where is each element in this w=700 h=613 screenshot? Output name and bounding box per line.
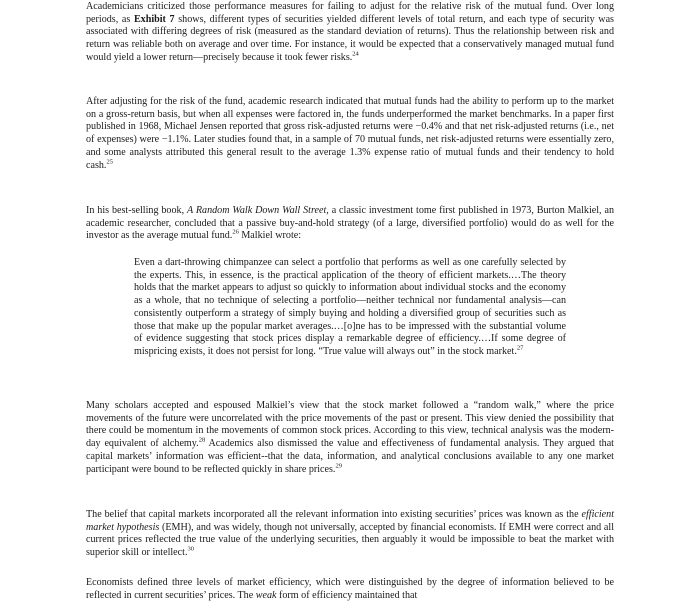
paragraph-text: The belief that capital markets incorporated all the relevant information into existing securities’ prices was known as the	[86, 509, 582, 520]
paragraph-text: shows, different types of securities yielded different levels of total return, and each type of security was associated with differing degrees of risk (measured as the standard deviation of returns). Thus the relationship between risk and return was reliable both on average and over time. For instance, it would be expected that a conservatively managed mutual fund would yield a lower return—precisely because it took fewer risks.	[86, 13, 614, 63]
paragraph-random-walk	[86, 400, 614, 476]
quote-text: Even a dart-throwing chimpanzee can select a portfolio that performs as well as one carefully selected by the experts. This, in essence, is the practical application of the theory of efficient markets.…The theory holds that the market appears to adjust so quickly to information about individual stocks and the economy as a whole, that no technique of selecting a portfolio—neither technical nor fundamental analysis—can consistently outperform a strategy of simply buying and holding a diversified group of securities such as those that make up the popular market averages.…[o]ne has to be impressed with the substantial volume of evidence suggesting that stock prices display a remarkable degree of efficiency.…If some degree of mispricing exists, it does not persist for long. “True value will always out” in the stock market.	[134, 257, 566, 357]
paragraph-text: (EMH), and was widely, though not universally, accepted by financial economists. If EMH were correct and all current prices reflected the true value of the underlying securities, then arguably it would be impossible to beat the market with superior skill or intellect.	[86, 521, 614, 559]
paragraph-text: Academicians criticized those performance measures for failing to adjust for the relative risk of the mutual fund. Over long periods, as	[86, 1, 614, 25]
footnote-marker: 24	[352, 50, 359, 58]
paragraph-risk-measures	[86, 1, 614, 65]
book-title: A Random Walk Down Wall Street	[186, 205, 327, 216]
exhibit-reference: Exhibit 7	[133, 13, 175, 25]
paragraph-text: , a classic investment tome first published in 1973, Burton Malkiel, an academic researcher, concluded that a passive buy-and-hold strategy (of a large, diversified portfolio) would do as well for the investor as the average mutual fund.	[86, 205, 614, 242]
term-emh: efficient market hypothesis	[86, 509, 614, 533]
footnote-marker: 29	[335, 462, 342, 470]
term-weak: weak	[255, 589, 277, 601]
paragraph-text: Academics also dismissed the value and effectiveness of fundamental analysis. They argued that capital markets’ information was efficient--that the data, information, and analytical conclusions available to any one market participant were bound to be reflected quickly in share prices.	[86, 438, 614, 475]
footnote-marker: 27	[516, 344, 524, 352]
footnote-marker: 28	[198, 436, 206, 444]
paragraph-text: Many scholars accepted and espoused Malkiel’s view that the stock market followed a “random walk,” where the price movements of the future were uncorrelated with the price movements of the past or present. This view denied the possibility that there could be momentum in the movements of common stock prices. According to this view, technical analysis was the modern-day equivalent of alchemy.	[86, 400, 614, 450]
footnote-marker: 25	[106, 158, 113, 166]
block-quote-malkiel	[134, 257, 566, 359]
paragraph-text: In his best-selling book,	[86, 205, 187, 216]
footnote-marker: 26	[232, 229, 239, 237]
paragraph-emh	[86, 509, 614, 560]
paragraph-text: form of efficiency maintained that	[276, 589, 418, 601]
paragraph-risk-adjusted-returns	[86, 96, 614, 172]
paragraph-efficiency-levels	[86, 577, 614, 602]
paragraph-text: Malkiel wrote:	[238, 230, 302, 242]
paragraph-text: After adjusting for the risk of the fund, academic research indicated that mutual funds had the ability to perform up to the market on a gross-return basis, but when all expenses were factored in, the funds underperformed the market benchmarks. In a paper first published in 1968, Michael Jensen reported that gross risk-adjusted returns were −0.4% and that net risk-adjusted returns (i.e., net of expenses) were −1.1%. Later studies found that, in a sample of 70 mutual funds, net risk-adjusted returns were essentially zero, and some analysts attributed this general result to the average 1.3% expense ratio of mutual funds and their tendency to hold cash.	[86, 96, 614, 171]
paragraph-malkiel-book	[86, 205, 614, 243]
paragraph-text: Economists defined three levels of market efficiency, which were distinguished by the degree of information believed to be reflected in current securities’ prices. The	[86, 577, 614, 601]
footnote-marker: 30	[187, 545, 194, 553]
